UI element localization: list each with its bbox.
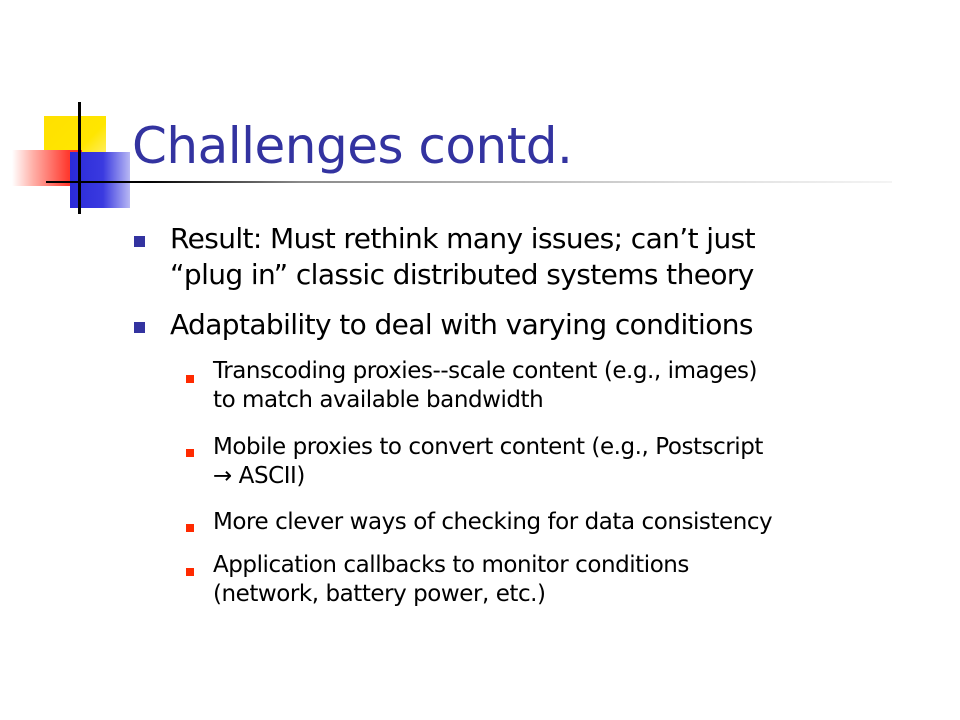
bullet-text-line: to match available bandwidth xyxy=(213,387,544,413)
slide-title: Challenges contd. xyxy=(132,117,573,175)
bullet-text-line: (network, battery power, etc.) xyxy=(213,581,546,607)
square-bullet-icon xyxy=(134,236,145,247)
bullet-text-line: Adaptability to deal with varying conditions xyxy=(170,308,753,341)
bullet-text-line: “plug in” classic distributed systems theory xyxy=(170,258,754,291)
subbullet-item xyxy=(213,357,933,415)
square-bullet-icon xyxy=(186,524,194,532)
square-bullet-icon xyxy=(134,322,145,333)
title-underline-rule xyxy=(46,181,892,183)
decorative-vertical-line xyxy=(78,102,81,214)
subbullet-item xyxy=(213,433,933,491)
square-bullet-icon xyxy=(186,449,194,457)
square-bullet-icon xyxy=(186,375,194,383)
subbullet-item xyxy=(213,551,933,609)
square-bullet-icon xyxy=(186,568,194,576)
subbullet-item xyxy=(213,508,933,537)
bullet-text-line: Result: Must rethink many issues; can’t just xyxy=(170,222,755,255)
bullet-item xyxy=(170,307,920,343)
bullet-text-line: More clever ways of checking for data consistency xyxy=(213,509,773,535)
bullet-text-line: Mobile proxies to convert content (e.g., Postscript xyxy=(213,434,763,460)
bullet-text-line: Application callbacks to monitor conditions xyxy=(213,552,689,578)
bullet-item xyxy=(170,221,920,293)
bullet-text-line: Transcoding proxies--scale content (e.g., images) xyxy=(213,358,758,384)
bullet-text-line: → ASCII) xyxy=(213,463,305,489)
